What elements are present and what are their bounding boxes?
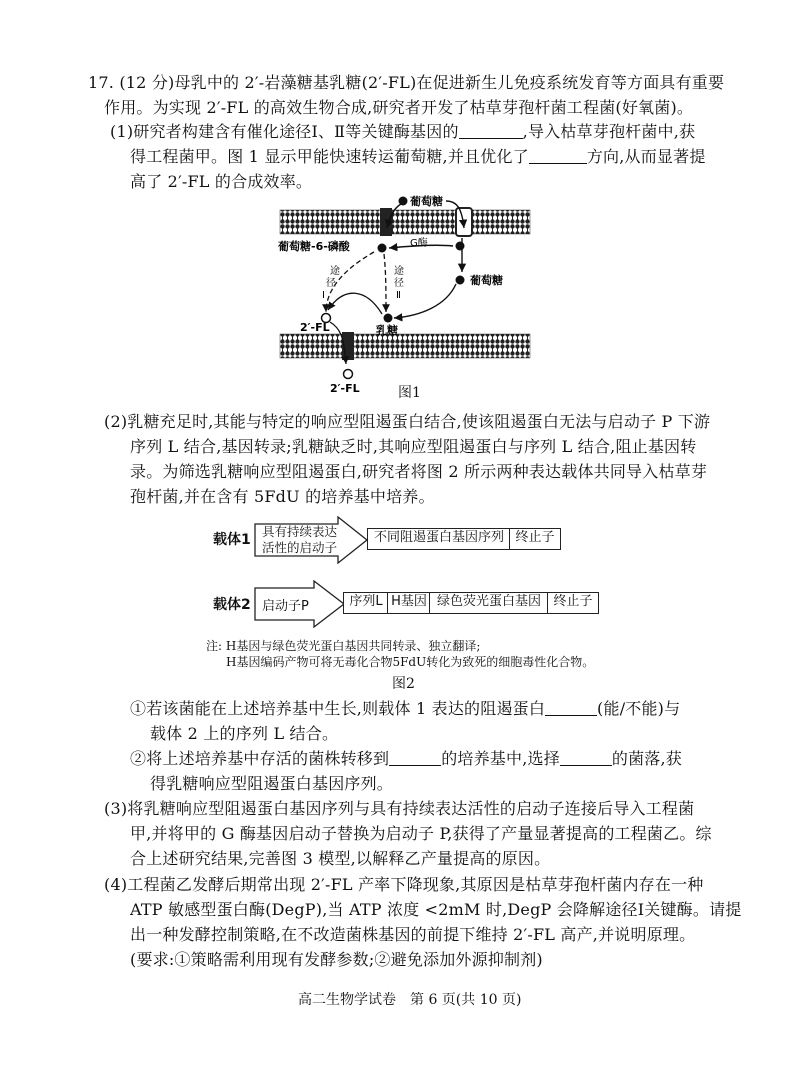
figure-2-note-2: H基因编码产物可将无毒化合物5FdU转化为致死的细胞毒性化合物。 <box>226 655 595 669</box>
vector1-label: 载体1 <box>213 532 251 548</box>
figure-1-caption: 图1 <box>398 385 421 401</box>
label-lactose: 乳糖 <box>376 324 398 337</box>
label-path1-c: Ⅰ <box>322 290 325 301</box>
sub1-text-a: ①若该菌能在上述培养基中生长,则载体 1 表达的阻遏蛋白 <box>130 699 546 718</box>
label-path1-b: 径 <box>326 278 336 289</box>
part3-line-2: 甲,并将甲的 G 酶基因启动子替换为启动子 P,获得了产量显著提高的工程菌乙。综 <box>130 824 712 843</box>
part1-text-a: (1)研究者构建含有催化途径Ⅰ、Ⅱ等关键酶基因的 <box>110 122 459 141</box>
vector2-seq-box: 序列L <box>343 592 389 614</box>
lower-membrane <box>280 334 530 358</box>
label-g-enzyme: G酶 <box>410 238 428 249</box>
label-path2-b: 径 <box>394 278 404 289</box>
label-path2-a: 途 <box>394 266 404 277</box>
page-footer: 高二生物学试卷 第 6 页(共 10 页) <box>298 992 522 1008</box>
glucose-molecule-inside <box>456 242 465 251</box>
part2-line-4: 孢杆菌,并在含有 5FdU 的培养基中培养。 <box>130 487 435 506</box>
part1-text-b: ,导入枯草芽孢杆菌中,获 <box>522 122 696 141</box>
vector2-gfp-box: 绿色荧光蛋白基因 <box>429 592 549 614</box>
part3-line-1: (3)将乳糖响应型阻遏蛋白基因序列与具有持续表达活性的启动子连接后导入工程菌 <box>104 799 695 818</box>
sub2-text-a: ②将上述培养基中存活的菌株转移到 <box>130 749 390 768</box>
part1-line-1 <box>110 120 695 144</box>
transporter-left <box>380 208 392 236</box>
vector1-promoter-label: 具有持续表达活性的启动子 <box>262 524 338 555</box>
sub1-line-1 <box>130 697 680 721</box>
sub1-line-2: 载体 2 上的序列 L 结合。 <box>150 724 339 743</box>
part4-line-1: (4)工程菌乙发酵后期常出现 2′-FL 产率下降现象,其原因是枯草芽孢杆菌内存在一种 <box>104 875 704 894</box>
vector2-promoter-label: 启动子P <box>262 599 309 614</box>
part1-text-d: 方向,从而显著提 <box>586 147 706 166</box>
part4-line-2: ATP 敏感型蛋白酶(DegP),当 ATP 浓度 <2mM 时,DegP 会降解途径Ⅰ关键酶。请提 <box>130 900 742 919</box>
sub2-text-c: 的菌落,获 <box>611 749 682 768</box>
vector2-terminator-box: 终止子 <box>547 592 599 614</box>
figure-2-caption: 图2 <box>392 676 415 692</box>
part1-line-2 <box>130 145 706 169</box>
answer-blank-4[interactable] <box>389 749 441 766</box>
label-path2-c: Ⅱ <box>396 290 401 301</box>
sub2-line-1 <box>130 747 682 771</box>
fl-molecule-outer <box>344 370 353 379</box>
sub2-line-2: 得乳糖响应型阻遏蛋白基因序列。 <box>150 774 394 793</box>
figure-1-diagram <box>270 188 540 398</box>
lactose-molecule <box>384 314 393 323</box>
answer-blank-5[interactable] <box>560 749 612 766</box>
part2-line-2: 序列 L 结合,基因转录;乳糖缺乏时,其响应型阻遏蛋白与序列 L 结合,阻止基因转 <box>130 437 697 456</box>
part2-line-3: 录。为筛选乳糖响应型阻遏蛋白,研究者将图 2 所示两种表达载体共同导入枯草芽 <box>130 462 708 481</box>
part4-line-4: (要求:①策略需利用现有发酵参数;②避免添加外源抑制剂) <box>130 950 543 969</box>
glucose-molecule-right <box>456 276 465 285</box>
label-fl-outer: 2′-FL <box>330 382 360 395</box>
g6p-molecule <box>378 244 387 253</box>
vector1-terminator-box: 终止子 <box>509 528 561 550</box>
question-intro-line-1: 17. (12 分)母乳中的 2′-岩藻糖基乳糖(2′-FL)在促进新生儿免疫系统发育等方面具有重要 <box>88 73 725 92</box>
part1-text-c: 得工程菌甲。图 1 显示甲能快速转运葡萄糖,并且优化了 <box>130 147 529 166</box>
vector2-hgene-box: H基因 <box>387 592 431 614</box>
answer-blank-3[interactable] <box>545 699 597 716</box>
part4-line-3: 出一种发酵控制策略,在不改造菌株基因的前提下维持 2′-FL 高产,并说明原理。 <box>130 925 696 944</box>
label-glucose-top: 葡萄糖 <box>410 195 443 208</box>
answer-blank-2[interactable] <box>529 147 587 164</box>
answer-blank-1[interactable] <box>459 122 523 139</box>
label-path1-a: 途 <box>330 266 340 277</box>
label-fl-inner: 2′-FL <box>300 321 330 334</box>
vector2-label: 载体2 <box>213 597 251 613</box>
part2-line-1: (2)乳糖充足时,其能与特定的响应型阻遏蛋白结合,使该阻遏蛋白无法与启动子 P 下游 <box>104 412 711 431</box>
transporter-right <box>456 208 472 236</box>
upper-membrane <box>280 210 530 234</box>
sub1-text-b: (能/不能)与 <box>597 699 681 718</box>
vector1-gene-box: 不同阻遏蛋白基因序列 <box>367 528 511 550</box>
label-glucose-right: 葡萄糖 <box>470 274 503 287</box>
label-g6p: 葡萄糖-6-磷酸 <box>278 240 350 253</box>
part3-line-3: 合上述研究结果,完善图 3 模型,以解释乙产量提高的原因。 <box>130 849 551 868</box>
figure-2-note-1: 注: H基因与绿色荧光蛋白基因共同转录、独立翻译; <box>206 639 481 653</box>
part1-line-3: 高了 2′-FL 的合成效率。 <box>130 172 313 191</box>
sub2-text-b: 的培养基中,选择 <box>441 749 560 768</box>
question-intro-line-2: 作用。为实现 2′-FL 的高效生物合成,研究者开发了枯草芽孢杆菌工程菌(好氧菌)。 <box>104 98 694 117</box>
